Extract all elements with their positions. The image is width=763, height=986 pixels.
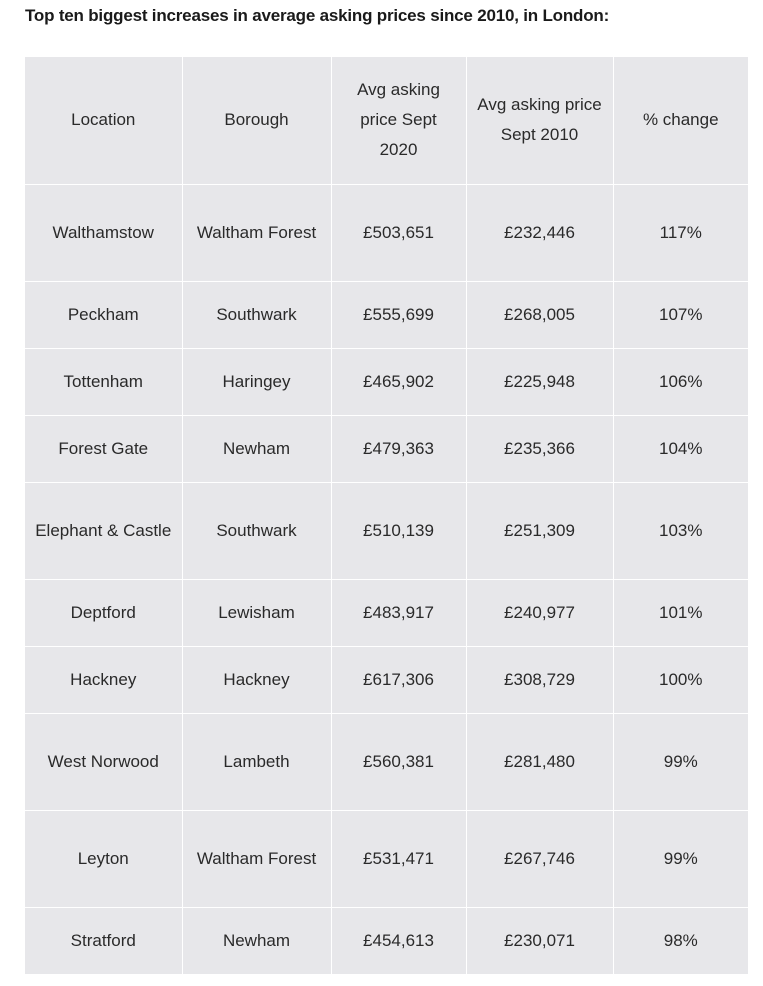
cell-percent-change: 100% — [613, 647, 748, 714]
cell-location: Elephant & Castle — [25, 482, 182, 579]
cell-price-2020: £617,306 — [331, 647, 466, 714]
table-row — [25, 908, 748, 974]
table-header-row — [25, 57, 748, 184]
cell-price-2010: £251,309 — [466, 482, 613, 579]
cell-price-2010: £281,480 — [466, 714, 613, 811]
cell-price-2010: £232,446 — [466, 184, 613, 281]
table-title: Top ten biggest increases in average asking prices since 2010, in London: — [25, 6, 610, 25]
cell-location: Hackney — [25, 647, 182, 714]
table-row — [25, 647, 748, 714]
cell-price-2010: £235,366 — [466, 415, 613, 482]
cell-percent-change: 117% — [613, 184, 748, 281]
price-increase-table — [25, 57, 748, 974]
cell-percent-change: 104% — [613, 415, 748, 482]
cell-percent-change: 98% — [613, 908, 748, 974]
cell-price-2020: £454,613 — [331, 908, 466, 974]
cell-price-2020: £503,651 — [331, 184, 466, 281]
cell-percent-change: 99% — [613, 811, 748, 908]
cell-borough: Lewisham — [182, 579, 331, 646]
cell-borough: Hackney — [182, 647, 331, 714]
cell-borough: Waltham Forest — [182, 811, 331, 908]
table-row — [25, 415, 748, 482]
table-row — [25, 579, 748, 646]
cell-price-2020: £479,363 — [331, 415, 466, 482]
table-row — [25, 348, 748, 415]
header-percent-change: % change — [613, 57, 748, 184]
cell-price-2010: £230,071 — [466, 908, 613, 974]
table-row — [25, 482, 748, 579]
cell-borough: Southwark — [182, 281, 331, 348]
header-borough: Borough — [182, 57, 331, 184]
cell-percent-change: 103% — [613, 482, 748, 579]
cell-location: Leyton — [25, 811, 182, 908]
cell-location: Peckham — [25, 281, 182, 348]
cell-location: West Norwood — [25, 714, 182, 811]
cell-price-2020: £560,381 — [331, 714, 466, 811]
cell-percent-change: 99% — [613, 714, 748, 811]
table-row — [25, 281, 748, 348]
cell-location: Tottenham — [25, 348, 182, 415]
cell-price-2010: £225,948 — [466, 348, 613, 415]
cell-location: Walthamstow — [25, 184, 182, 281]
price-table-container — [25, 57, 748, 974]
table-row — [25, 184, 748, 281]
header-price-2020: Avg asking price Sept 2020 — [331, 57, 466, 184]
cell-borough: Lambeth — [182, 714, 331, 811]
cell-location: Deptford — [25, 579, 182, 646]
cell-price-2020: £555,699 — [331, 281, 466, 348]
cell-price-2020: £465,902 — [331, 348, 466, 415]
cell-location: Forest Gate — [25, 415, 182, 482]
cell-price-2010: £240,977 — [466, 579, 613, 646]
cell-price-2010: £268,005 — [466, 281, 613, 348]
header-price-2010: Avg asking price Sept 2010 — [466, 57, 613, 184]
cell-borough: Newham — [182, 415, 331, 482]
cell-percent-change: 107% — [613, 281, 748, 348]
cell-borough: Newham — [182, 908, 331, 974]
cell-price-2010: £267,746 — [466, 811, 613, 908]
cell-borough: Haringey — [182, 348, 331, 415]
cell-borough: Southwark — [182, 482, 331, 579]
table-row — [25, 811, 748, 908]
cell-price-2020: £510,139 — [331, 482, 466, 579]
cell-borough: Waltham Forest — [182, 184, 331, 281]
cell-price-2020: £531,471 — [331, 811, 466, 908]
cell-percent-change: 106% — [613, 348, 748, 415]
cell-location: Stratford — [25, 908, 182, 974]
cell-price-2020: £483,917 — [331, 579, 466, 646]
header-location: Location — [25, 57, 182, 184]
cell-percent-change: 101% — [613, 579, 748, 646]
table-row — [25, 714, 748, 811]
cell-price-2010: £308,729 — [466, 647, 613, 714]
